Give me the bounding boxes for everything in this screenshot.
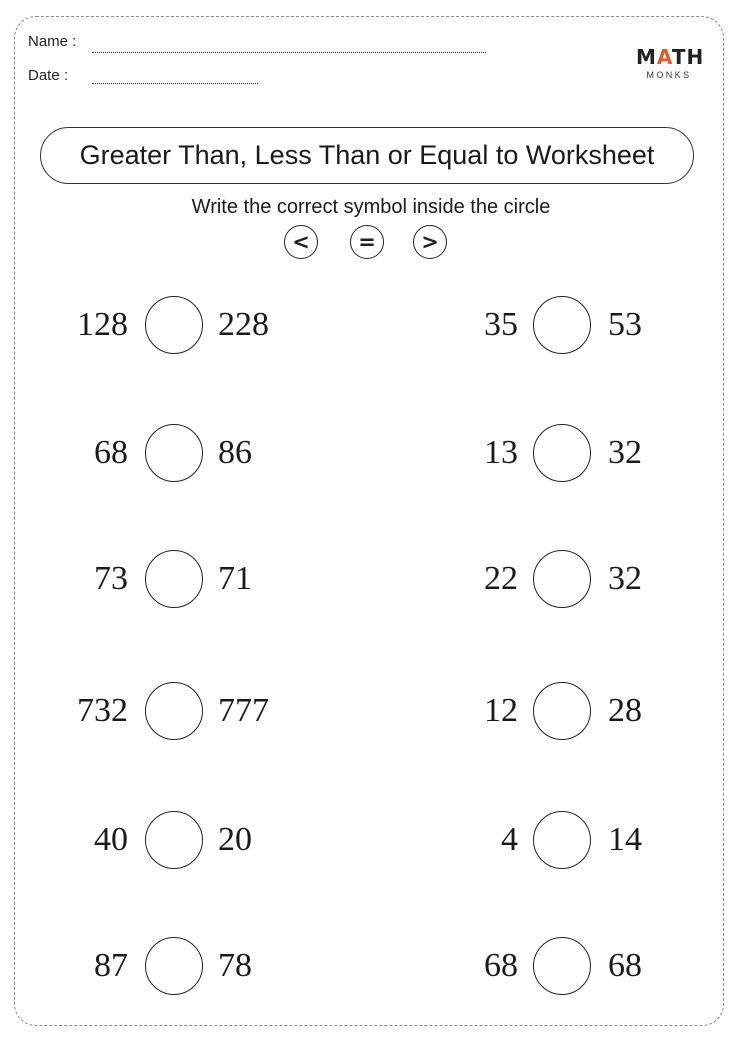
first-number: 35 — [484, 306, 518, 343]
answer-circle[interactable] — [145, 682, 203, 740]
second-number: 53 — [608, 306, 642, 343]
first-number: 128 — [77, 306, 128, 343]
worksheet-title: Greater Than, Less Than or Equal to Worksheet — [79, 140, 655, 170]
first-number: 22 — [484, 560, 518, 597]
name-line[interactable] — [92, 52, 486, 53]
first-number: 732 — [77, 692, 128, 729]
date-label: Date : — [28, 67, 69, 84]
second-number: 20 — [218, 821, 252, 858]
answer-circle[interactable] — [145, 550, 203, 608]
answer-circle[interactable] — [533, 682, 591, 740]
second-number: 777 — [218, 692, 269, 729]
answer-circle[interactable] — [145, 424, 203, 482]
second-number: 32 — [608, 560, 642, 597]
answer-circle[interactable] — [533, 550, 591, 608]
second-number: 86 — [218, 434, 252, 471]
first-number: 73 — [94, 560, 128, 597]
worksheet-title-box — [40, 127, 694, 184]
instruction-text: Write the correct symbol inside the circle — [191, 196, 551, 218]
logo-letter-m: M — [636, 45, 657, 69]
first-number: 68 — [94, 434, 128, 471]
math-monks-logo — [636, 45, 705, 80]
first-number: 87 — [94, 947, 128, 984]
second-number: 28 — [608, 692, 642, 729]
answer-circle[interactable] — [533, 296, 591, 354]
first-number: 68 — [484, 947, 518, 984]
logo-letters-th: TH — [671, 45, 705, 69]
answer-circle[interactable] — [145, 296, 203, 354]
less-than-symbol: < — [284, 225, 318, 259]
second-number: 71 — [218, 560, 252, 597]
equal-symbol: = — [350, 225, 384, 259]
logo-letter-a: A — [656, 45, 672, 69]
second-number: 228 — [218, 306, 269, 343]
answer-circle[interactable] — [533, 937, 591, 995]
second-number: 78 — [218, 947, 252, 984]
name-label: Name : — [28, 33, 77, 50]
answer-circle[interactable] — [145, 811, 203, 869]
first-number: 40 — [94, 821, 128, 858]
second-number: 32 — [608, 434, 642, 471]
greater-than-symbol: > — [413, 225, 447, 259]
first-number: 4 — [501, 821, 518, 858]
date-line[interactable] — [92, 83, 258, 84]
logo-wordmark — [636, 45, 705, 69]
first-number: 13 — [484, 434, 518, 471]
second-number: 14 — [608, 821, 642, 858]
answer-circle[interactable] — [533, 424, 591, 482]
first-number: 12 — [484, 692, 518, 729]
answer-circle[interactable] — [145, 937, 203, 995]
logo-subtitle: MONKS — [646, 70, 692, 80]
second-number: 68 — [608, 947, 642, 984]
answer-circle[interactable] — [533, 811, 591, 869]
